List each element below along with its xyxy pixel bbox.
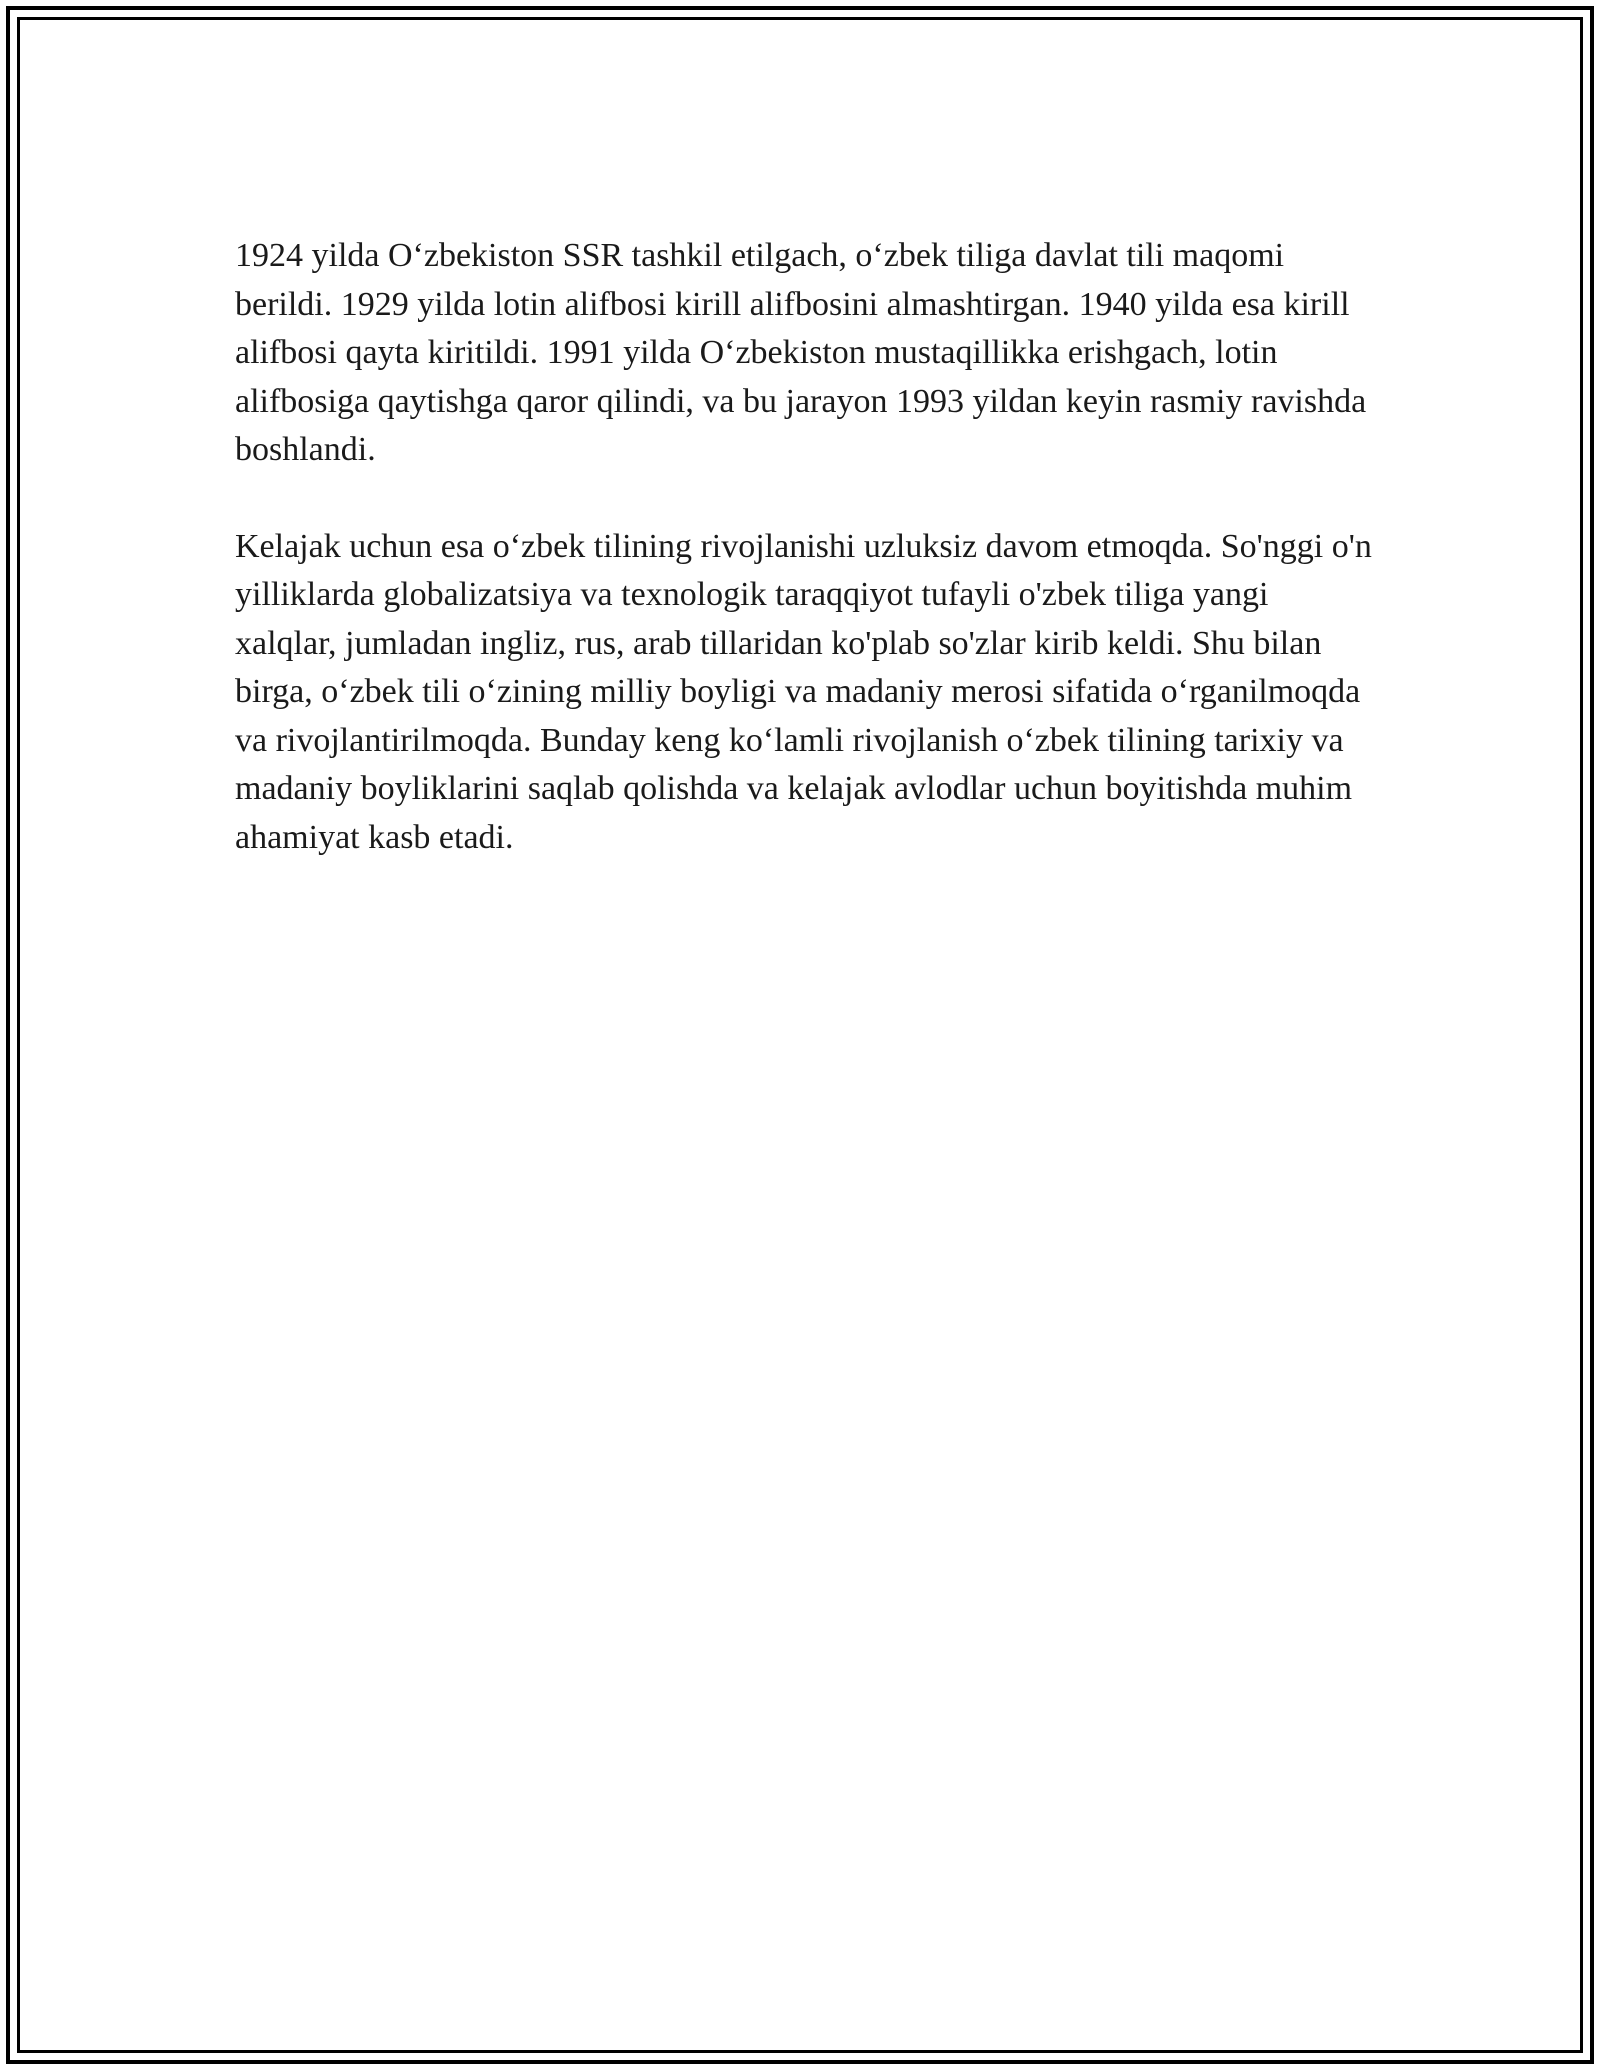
paragraph-future: Kelajak uchun esa o‘zbek tilining rivojlanishi uzluksiz davom etmoqda. So'nggi o'n yilliklarda globalizatsiya va texnologik taraqqiyot tufayli o'zbek tiliga yangi xalqlar, jumladan ingliz, rus, arab tillaridan ko'plab so'zlar kirib keldi. Shu bilan birga, o‘zbek tili o‘zining milliy boyligi va madaniy merosi sifatida o‘rganilmoqda va rivojlantirilmoqda. Bunday keng ko‘lamli rivojlanish o‘zbek tilining tarixiy va madaniy boyliklarini saqlab qolishda va kelajak avlodlar uchun boyitishda muhim ahamiyat kasb etadi. xyxy=(235,527,1372,856)
paragraph-history: 1924 yilda O‘zbekiston SSR tashkil etilgach, o‘zbek tiliga davlat tili maqomi berildi. 1929 yilda lotin alifbosi kirill alifbosini almashtirgan. 1940 yilda esa kirill alifbosi qayta kiritildi. 1991 yilda O‘zbekiston mustaqillikka erishgach, lotin alifbosiga qaytishga qaror qilindi, va bu jarayon 1993 yildan keyin rasmiy ravishda boshlandi. xyxy=(235,237,1367,468)
document-body xyxy=(235,232,1375,910)
